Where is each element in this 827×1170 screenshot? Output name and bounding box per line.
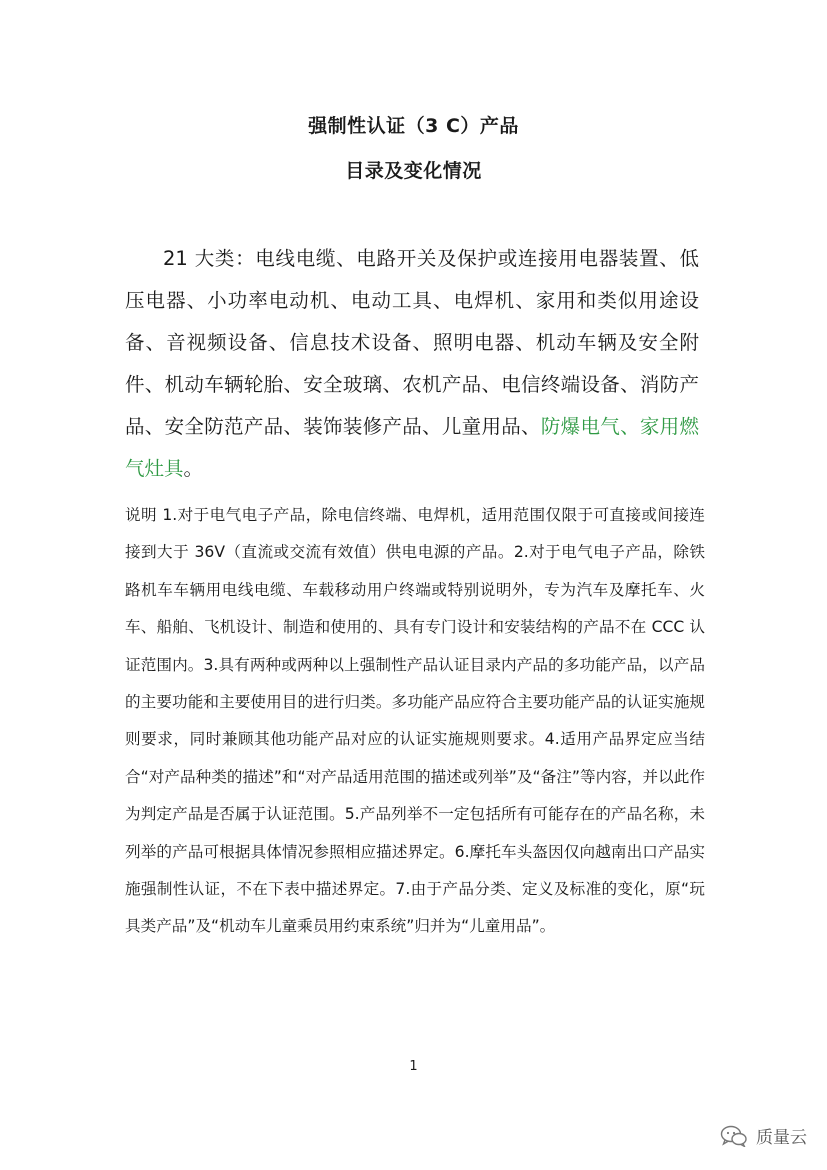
watermark [720,1123,807,1148]
highlighted-categories: 防爆电气、家用燃气灶具 [125,415,699,480]
document-subtitle: 目录及变化情况 [345,160,482,182]
notes-paragraph: 说明 1.对于电气电子产品，除电信终端、电焊机，适用范围仅限于可直接或间接连接到大于 36V（直流或交流有效值）供电电源的产品。2.对于电气电子产品，除铁路机车车辆用电线电缆、车载移动用户终端或特别说明外，专为汽车及摩托车、火车、船舶、飞机设计、制造和使用的、具有专门设计和安装结构的产品不在 CCC 认证范围内。3.具有两种或两种以上强制性产品认证目录内产品的多功能产品，以产品的主要功能和主要使用目的进行归类。多功能产品应符合主要功能产品的认证实施规则要求，同时兼顾其他功能产品对应的认证实施规则要求。4.适用产品界定应当结合“对产品种类的描述”和“对产品适用范围的描述或列举”及“备注”等内容，并以此作为判定产品是否属于认证范围。5.产品列举不一定包括所有可能存在的产品名称，未列举的产品可根据具体情况参照相应描述界定。6.摩托车头盔因仅向越南出口产品实施强制性认证，不在下表中描述界定。7.由于产品分类、定义及标准的变化，原“玩具类产品”及“机动车儿童乘员用约束系统”归并为“儿童用品”。 [125,506,705,936]
page-number: 1 [409,1059,418,1074]
category-list-text: 21 大类：电线电缆、电路开关及保护或连接用电器装置、低压电器、小功率电动机、电动工具、电焊机、家用和类似用途设备、音视频设备、信息技术设备、照明电器、机动车辆及安全附件、机动车辆轮胎、安全玻璃、农机产品、电信终端设备、消防产品、安全防范产品、装饰装修产品、儿童用品、 [125,247,699,438]
document-title: 强制性认证（3 C）产品 [308,115,519,137]
category-paragraph [125,238,699,490]
watermark-label: 质量云 [756,1128,807,1148]
wechat-icon [720,1125,748,1147]
category-list-end: 。 [183,457,204,480]
